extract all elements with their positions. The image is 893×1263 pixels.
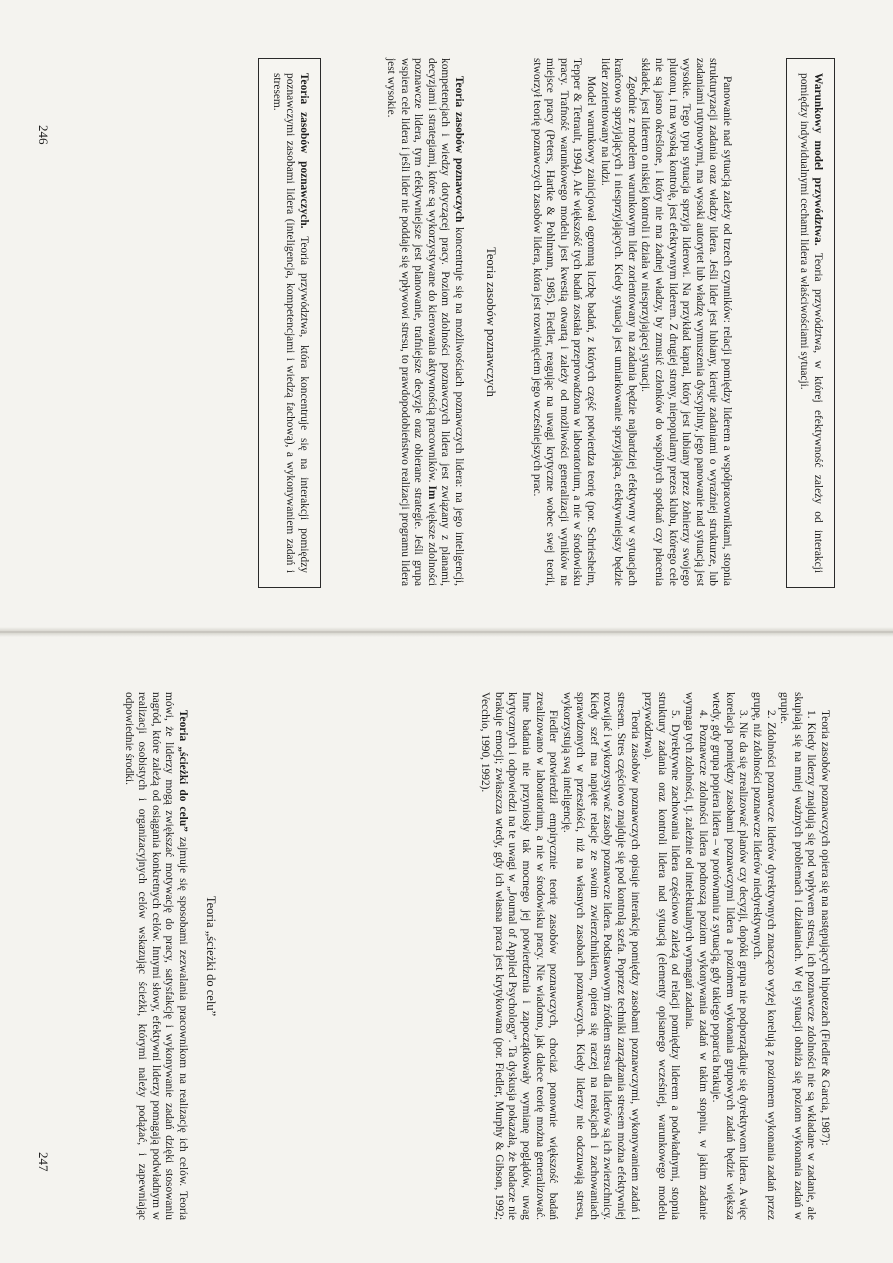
paragraph: Fiedler potwierdził empirycznie teorię zasobów poznawczych, chociaż ponownie większość badań zrealizowano w laboratorium, a nie w środowisku pracy. Nie wiadomo, jak dalece teorię można generalizować. Inne badania nie przyniosły tak mocnego jej potwierdzenia i zapoczątkowały wymianę poglądów, uwag krytycznych i odpowiedzi na te uwagi w „Journal of Applied Psychology”. Ta dyskusja pokazała, że badacze nie brakuje emocji; zwłaszcza wtedy, gdy ich własna praca jest krytykowana (por. Fiedler, Murphy & Gibson, 1992; Vecchio, 1990, 1992). — [479, 692, 560, 1220]
hypothesis-item: 1. Kiedy liderzy znajdują się pod wpływem stresu, ich poznawcze zdolności nie są wkładane w zadanie, ale skupiają się na mniej ważnych problemach i działaniach. W tej sytuacji obniża się poziom wykonania zadań w grupie. — [778, 692, 818, 1220]
bold-term: Teoria „ścieżki do celu” — [177, 710, 189, 832]
paragraph-part: koncentruje się na możliwościach poznawczych lidera: na jego inteligencji, kompetencjach i wiedzy dotyczącej pracy. Poziom zdolności poznawczych lidera jest związany z planami, decyzjami i strategiami, które są wykorzystywane do kierowania aktywnością pracowników. — [425, 58, 465, 586]
hypothesis-item: 5. Dyrektywne zachowania lidera częściowo zależą od relacji pomiędzy liderem a podwładnymi, stopnia struktury zadania oraz kontroli lidera nad sytuacją (elementy opisanego wcześniej, warunkowego modelu przywództwa). — [642, 692, 682, 1220]
heading-text: Teoria zasobów poznawczych — [484, 247, 498, 397]
paragraph: Zgodnie z modelem warunkowym lider zorientowany na zadania będzie najbardziej efektywny w sytuacjach krańcowo sprzyjających i niesprzyjających. Kiedy sytuacja jest umiarkowanie sprzyjająca, efektywniejszy będzie lider zorientowany na ludzi. — [598, 58, 638, 586]
hypothesis-item: 2. Zdolności poznawcze liderów dyrektywnych znacząco wyżej korelują z poziomem wykonania zadań przez grupę, niż zdolności poznawcze liderów niedyrektywnych. — [751, 692, 777, 1220]
body-section-contingency — [529, 58, 733, 586]
bold-word: Im — [425, 485, 438, 500]
definition-text — [269, 73, 310, 573]
definition-body: Teoria przywództwa, w której efektywność zależy od interakcji pomiędzy indywidualnymi cechami lidera a właściwościami sytuacji. — [798, 73, 824, 573]
body-section-hypotheses — [478, 692, 831, 1220]
body-section-cognitive-resources — [383, 58, 465, 586]
definition-body: Teoria przywództwa, która koncentruje się na interakcji pomiędzy poznawczymi zasobami lidera (inteligencja, kompetencjami i wiedzą fachową), a wykonywaniem zadań i stresem. — [270, 73, 310, 573]
page-number: 246 — [36, 125, 51, 145]
hypothesis-item: 3. Nie da się zrealizować planów czy decyzji, dopóki grupa nie podporządkuje się dyrektywom lidera. A więc korelacja pomiędzy zasobami poznawczymi lidera a poziomem wykonania grupowych zadań będzie większa wtedy, gdy grupa popiera lidera – w porównaniu z sytuacją, gdy takiego poparcia brakuje. — [710, 692, 750, 1220]
hypothesis-item: 4. Poznawcze zdolności lidera podnoszą poziom wykonywania zadań w takim stopniu, w jakim zadanie wymaga tych zdolności, tj. zależnie od intelektualnych wymagań zadania. — [683, 692, 709, 1220]
body-section-path-goal — [121, 692, 189, 1220]
section-heading-cognitive-resources — [483, 58, 498, 586]
paragraph: Model warunkowy zainicjował ogromną liczbę badań, z których część potwierdza teorię (por. Schriesheim, Tepper & Tetrault, 1994). Ale większość tych badań została przeprowadzona w laboratorium, a nie w środowisku pracy. Trafność warunkowego modelu jest kwestią otwartą i zależy od możliwości generalizacji wyników na miejsce pracy (Peters, Hartke & Pohlmann, 1985). Fiedler, reagując na uwagi krytyczne wobec swej teorii, stworzył teorię poznawczych zasobów lidera, która jest rozwinięciem jego wcześniejszych prac. — [530, 58, 598, 586]
paragraph-part: większe zdolności poznawcze lidera, tym efektywniejsze jest planowanie, trafniejsze decyzje oraz obierane strategie. Jeśli grupa wspiera cele lidera i jeśli lider nie poddaje się wpływowi stresu, to prawdopodobieństwo realizacji programu lidera jest wysokie. — [385, 58, 438, 586]
section-heading-path-goal — [203, 692, 218, 1220]
page-247 — [0, 632, 893, 1263]
paragraph — [383, 58, 465, 586]
paragraph — [121, 692, 189, 1220]
paragraph-part: zajmuje się sposobami zezwalania pracownikom na realizację ich celów. Teoria mówi, że liderzy mogą zwiększać motywację do pracy, satysfakcję i wykonywanie zadań dzięki stosowaniu nagród, które zależą od osiągania konkretnych celów. Innymi słowy, efektywni liderzy pomagają podwładnym w realizacji osobistych i organizacyjnych celów wskazując ścieżki, którymi należy podążać, i zapewniając odpowiednie środki. — [122, 692, 189, 1220]
definition-term: Teoria zasobów poznawczych. — [298, 73, 310, 229]
page-number: 247 — [36, 1152, 51, 1172]
bold-term: Teoria zasobów poznawczych — [453, 76, 465, 223]
definition-box-cognitive-resources — [258, 58, 321, 588]
paragraph: Panowanie nad sytuacją zależy od trzech czynników: relacji pomiędzy liderem a współpracownikami, stopnia strukturyzacji zadania oraz władzy lidera. Jeśli lider jest lubiany, kieruje zadaniami o wyraźniej strukturze, lub zadaniami rutynowymi, ma wysoki autorytet lub władzę wymuszenia dyscypliny, jego panowanie nad sytuacją jest wysokie. Tego typu sytuacja sprzyja liderowi. Na przykład kapral, który jest lubiany przez żołnierzy swojego plutonu, i ma wysoką kontrolę, jest efektywnym liderem. Z drugiej strony, niepopularny prezes klubu, którego cele nie są jasno określone, i który nie ma żadnej władzy, by zmusić członków do wspólnych spotkań czy płacenia składek, jest liderem o niskiej kontroli i działa w niesprzyjającej sytuacji. — [639, 58, 733, 586]
definition-text — [797, 73, 824, 573]
definition-term: Warunkowy model przywództwa. — [812, 73, 824, 246]
page-246 — [0, 0, 893, 631]
paragraph: Teoria zasobów poznawczych opiera się na następujących hipotezach (Fiedler & Garcia, 1987): — [819, 710, 831, 1146]
definition-box-contingency-model — [786, 58, 835, 588]
heading-text: Teoria „ścieżki do celu” — [204, 895, 218, 1017]
paragraph: Teoria zasobów poznawczych opisuje interakcję pomiędzy zasobami poznawczymi, wykonywaniem zadań i stresem. Stres częściowo znajduje się pod kontrolą szefa. Poprzez techniki zarządzania stresem można efektywniej rozwijać i wykorzystywać zasoby poznawcze lidera. Podstawowym źródłem stresu dla liderów są ich zwierzchnicy. Kiedy szef ma napięte relacje ze swoim zwierzchnikiem, opiera się raczej na reakcjach i zachowaniach sprawdzonych w przeszłości, niż na własnych zasobach poznawczych. Kiedy liderzy nie odczuwają stresu, wykorzystują swą inteligencję. — [560, 692, 641, 1220]
